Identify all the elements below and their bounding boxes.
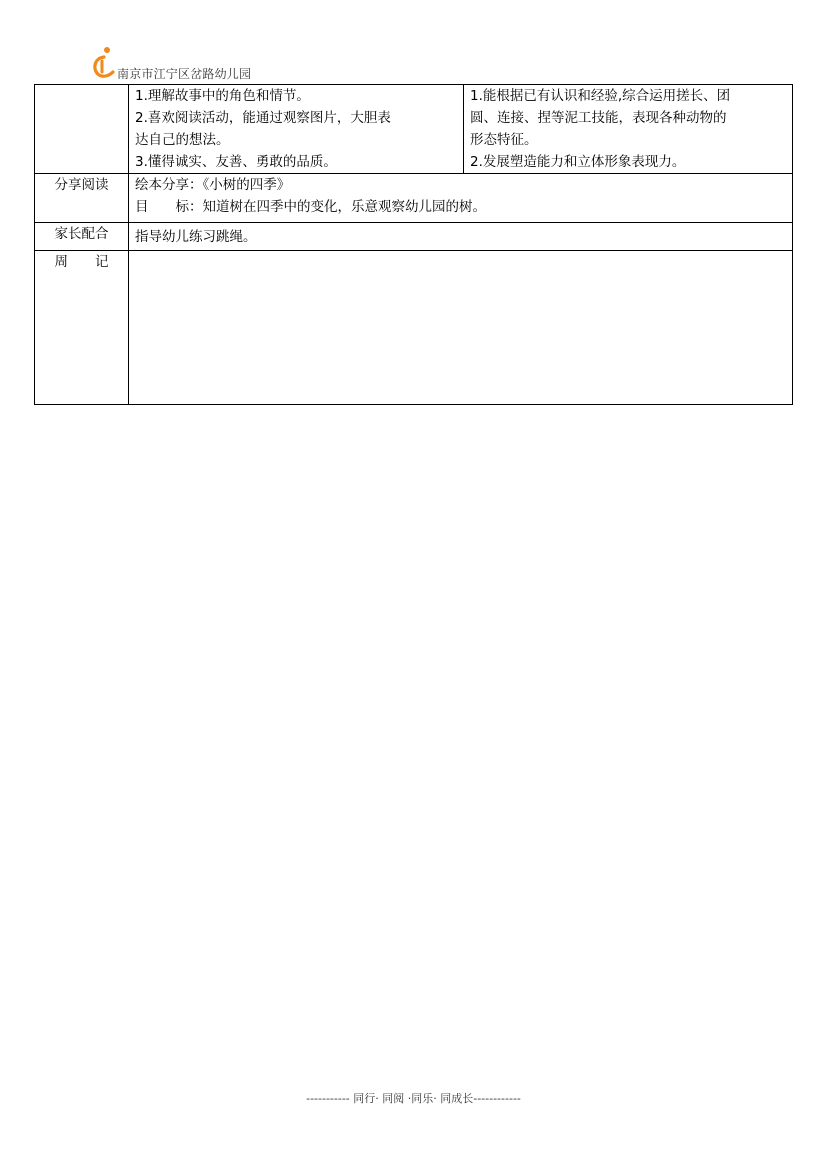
page-header [90, 44, 390, 80]
shared-reading-content [129, 174, 793, 223]
weekly-plan-table [34, 84, 793, 405]
goal-right-line: 圆、连接、捏等泥工技能，表现各种动物的 [470, 110, 727, 126]
book-title: 《小树的四季》 [202, 177, 291, 193]
kindergarten-logo-icon [90, 44, 120, 80]
goal-left-line: 1.理解故事中的角色和情节。 [135, 88, 310, 104]
goals-row [35, 85, 793, 174]
parents-text: 指导幼儿练习跳绳。 [129, 223, 793, 251]
school-name: 南京市江宁区岔路幼儿园 [117, 67, 252, 81]
weekly-notes-label: 周 记 [35, 251, 129, 405]
goal-left-line: 达自己的想法。 [135, 132, 230, 148]
parents-label: 家长配合 [35, 223, 129, 251]
reading-goal-label: 目 标： [135, 199, 203, 215]
goals-right-cell [464, 85, 793, 174]
goal-left-line: 3.懂得诚实、友善、勇敢的品质。 [135, 154, 337, 170]
goals-label-cell [35, 85, 129, 174]
reading-goal-line [135, 196, 786, 218]
book-prefix: 绘本分享： [135, 177, 203, 193]
book-line [135, 174, 786, 196]
shared-reading-label: 分享阅读 [35, 174, 129, 223]
goal-right-line: 形态特征。 [470, 132, 538, 148]
goal-left-line: 2.喜欢阅读活动，能通过观察图片，大胆表 [135, 110, 391, 126]
parents-row [35, 223, 793, 251]
weekly-notes-row [35, 251, 793, 405]
goal-right-line: 2.发展塑造能力和立体形象表现力。 [470, 154, 686, 170]
shared-reading-row [35, 174, 793, 223]
reading-goal-text: 知道树在四季中的变化，乐意观察幼儿园的树。 [202, 199, 486, 215]
page-footer: ----------- 同行· 同阅 ·同乐· 同成长------------ [306, 1092, 521, 1105]
goals-left-cell [129, 85, 464, 174]
goal-right-line: 1.能根据已有认识和经验,综合运用搓长、团 [470, 88, 731, 104]
weekly-notes-content [129, 251, 793, 405]
